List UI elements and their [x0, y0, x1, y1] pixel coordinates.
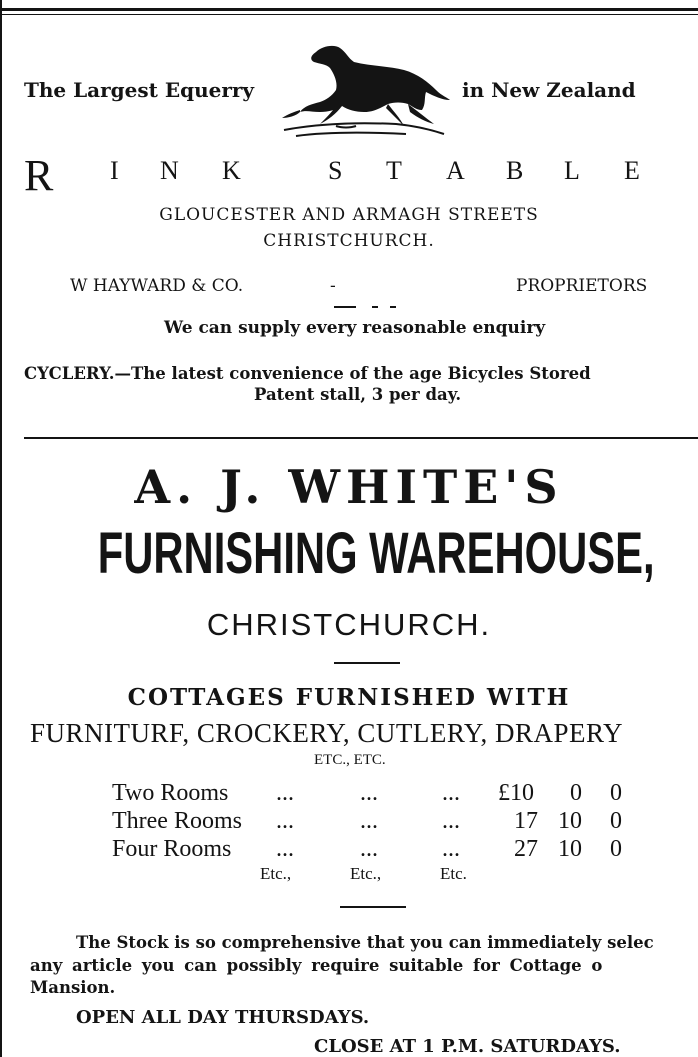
price-pence: 0 [610, 808, 622, 834]
cyclery-line-1: CYCLERY.—The latest convenience of the age Bicycles Stored [24, 364, 591, 383]
etc-3: Etc. [440, 864, 467, 883]
stock-line-1: The Stock is so comprehensive that you can immediately selec [76, 933, 654, 952]
price-shillings: 10 [558, 836, 582, 862]
stable-letter-s: S [328, 156, 343, 185]
left-border-rule [0, 0, 2, 1057]
rooms-label: Three Rooms [112, 808, 242, 834]
city-name: CHRISTCHURCH. [206, 607, 492, 642]
price-pence: 0 [610, 780, 622, 806]
leader-dots: ... [360, 836, 378, 862]
open-hours-line: OPEN ALL DAY THURSDAYS. [76, 1007, 370, 1028]
short-divider [340, 906, 406, 908]
stable-letter-l: L [564, 156, 580, 185]
rooms-label: Two Rooms [112, 780, 229, 806]
leader-dots: ... [360, 780, 378, 806]
address-line-2: CHRISTCHURCH. [263, 231, 435, 251]
leader-dots: ... [360, 808, 378, 834]
proprietor-label: PROPRIETORS [516, 276, 648, 296]
galloping-horse-illustration [276, 40, 452, 144]
rooms-label: Four Rooms [112, 836, 232, 862]
tagline-left: The Largest Equerry [24, 78, 255, 102]
short-divider [334, 306, 356, 308]
furnishing-items-etc: ETC., ETC. [314, 752, 386, 768]
leader-dots: ... [276, 836, 294, 862]
etc-2: Etc., [350, 864, 382, 883]
short-divider-dot [372, 306, 378, 308]
furnishing-items: FURNITURF, CROCKERY, CUTLERY, DRAPERY [30, 718, 623, 748]
leader-dots: ... [276, 808, 294, 834]
price-row-three-rooms [112, 808, 632, 836]
top-border-rule-thin [0, 14, 698, 15]
rink-letter-n: N [160, 156, 179, 185]
supply-line: We can supply every reasonable enquiry [164, 318, 546, 338]
price-shillings: 0 [570, 780, 582, 806]
stable-letter-t: T [386, 156, 402, 185]
proprietor-name: W HAYWARD & CO. [70, 276, 244, 296]
cyclery-line-2: Patent stall, 3 per day. [254, 385, 462, 404]
close-hours-line: CLOSE AT 1 P.M. SATURDAYS. [314, 1036, 621, 1057]
price-row-two-rooms [112, 780, 632, 808]
cottages-heading: COTTAGES FURNISHED WITH [127, 684, 571, 711]
section-divider [24, 437, 698, 439]
leader-dots: ... [442, 808, 460, 834]
price-pence: 0 [610, 836, 622, 862]
address-line-1: GLOUCESTER AND ARMAGH STREETS [159, 205, 539, 225]
stable-letter-a: A [446, 156, 465, 185]
business-name: FURNISHING WAREHOUSE, [97, 521, 655, 586]
price-shillings: 10 [558, 808, 582, 834]
tagline-right: in New Zealand [462, 78, 636, 102]
etc-1: Etc., [260, 864, 292, 883]
stable-letter-b: B [506, 156, 524, 185]
price-pounds: 17 [514, 808, 538, 834]
proprietor-dash: - [330, 276, 336, 296]
leader-dots: ... [442, 780, 460, 806]
top-border-rule [0, 8, 698, 11]
stock-line-3: Mansion. [30, 978, 116, 997]
rink-letter-k: K [222, 156, 241, 185]
rink-letter-i: I [110, 156, 119, 185]
short-divider [334, 662, 400, 664]
stock-line-2: any article you can possibly require suitable for Cottage o [30, 956, 603, 975]
merchant-name: A. J. WHITE'S [134, 460, 564, 514]
price-row-four-rooms [112, 836, 632, 864]
price-pounds: £10 [498, 780, 534, 806]
leader-dots: ... [442, 836, 460, 862]
price-pounds: 27 [514, 836, 538, 862]
leader-dots: ... [276, 780, 294, 806]
short-divider-dot [390, 306, 396, 308]
stable-letter-e: E [624, 156, 640, 185]
rink-title-initial: R [24, 151, 54, 200]
